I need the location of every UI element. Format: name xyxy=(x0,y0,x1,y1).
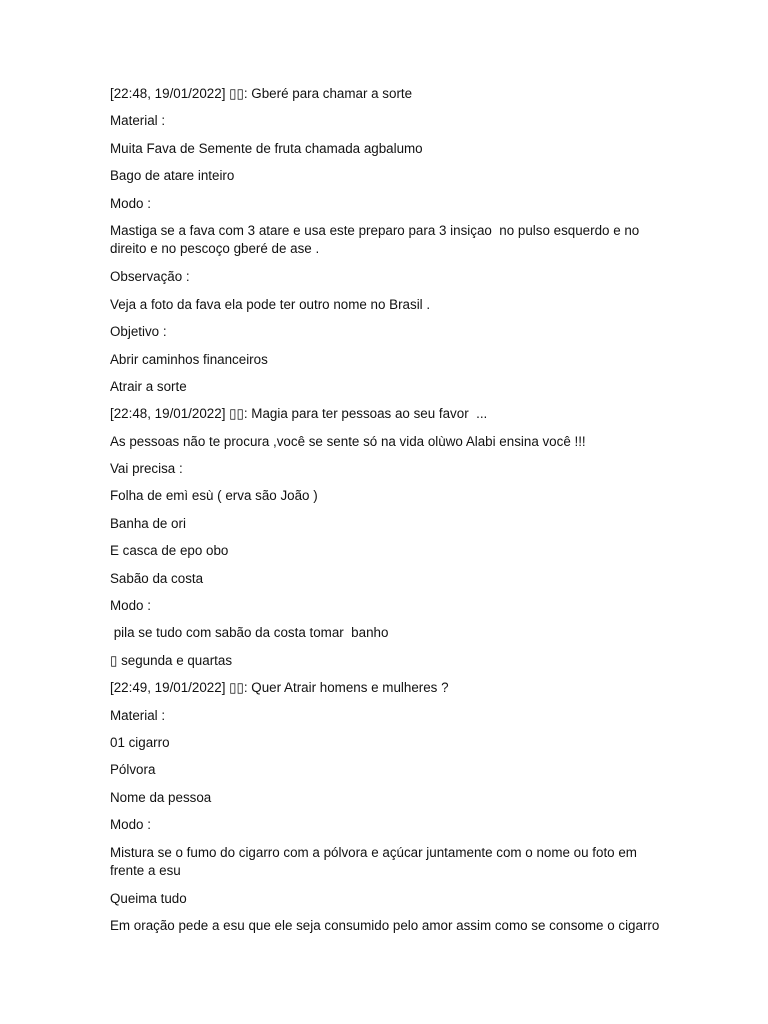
message-header: [22:48, 19/01/2022] ▯▯: Gberé para chamar a sorte xyxy=(110,86,413,101)
section-label: Observação : xyxy=(110,269,190,285)
text-line: Sabão da costa xyxy=(110,570,204,586)
document-body xyxy=(110,85,662,945)
message-header: [22:48, 19/01/2022] ▯▯: Magia para ter pessoas ao seu favor ... xyxy=(110,406,488,422)
section-label: Material : xyxy=(110,113,166,129)
text-line: Queima tudo xyxy=(110,890,187,906)
text-line: Veja a foto da fava ela pode ter outro nome no Brasil . xyxy=(110,296,431,312)
message-header: [22:49, 19/01/2022] ▯▯: Quer Atrair homens e mulheres ? xyxy=(110,680,449,696)
text-line: Abrir caminhos financeiros xyxy=(110,351,268,367)
text-line: As pessoas não te procura ,você se sente só na vida olùwo Alabi ensina você !!! xyxy=(110,433,586,449)
section-label: Vai precisa : xyxy=(110,461,183,477)
text-paragraph: Mastiga se a fava com 3 atare e usa este preparo para 3 insiçao no pulso esquerdo e no direito e no pescoço gberé de ase . xyxy=(110,222,643,257)
text-line: Pólvora xyxy=(110,762,156,778)
text-line: pila se tudo com sabão da costa tomar banho xyxy=(110,625,389,641)
text-paragraph: Mistura se o fumo do cigarro com a pólvora e açúcar juntamente com o nome ou foto em frente a esu xyxy=(110,844,641,879)
section-label: Modo : xyxy=(110,817,151,833)
text-line: Muita Fava de Semente de fruta chamada agbalumo xyxy=(110,140,423,156)
text-line: Atrair a sorte xyxy=(110,378,187,394)
text-line: Banha de ori xyxy=(110,515,186,531)
text-line: Folha de emì esù ( erva são João ) xyxy=(110,488,318,504)
section-label: Material : xyxy=(110,707,166,723)
text-line: 01 cigarro xyxy=(110,734,170,750)
section-label: Modo : xyxy=(110,195,151,211)
section-label: Modo : xyxy=(110,598,151,614)
section-label: Objetivo : xyxy=(110,324,167,340)
text-line: ▯ segunda e quartas xyxy=(110,652,233,668)
text-line: Em oração pede a esu que ele seja consumido pelo amor assim como se consome o cigarro xyxy=(110,918,660,934)
text-line: Bago de atare inteiro xyxy=(110,168,235,184)
text-line: E casca de epo obo xyxy=(110,543,229,559)
text-line: Nome da pessoa xyxy=(110,789,212,805)
